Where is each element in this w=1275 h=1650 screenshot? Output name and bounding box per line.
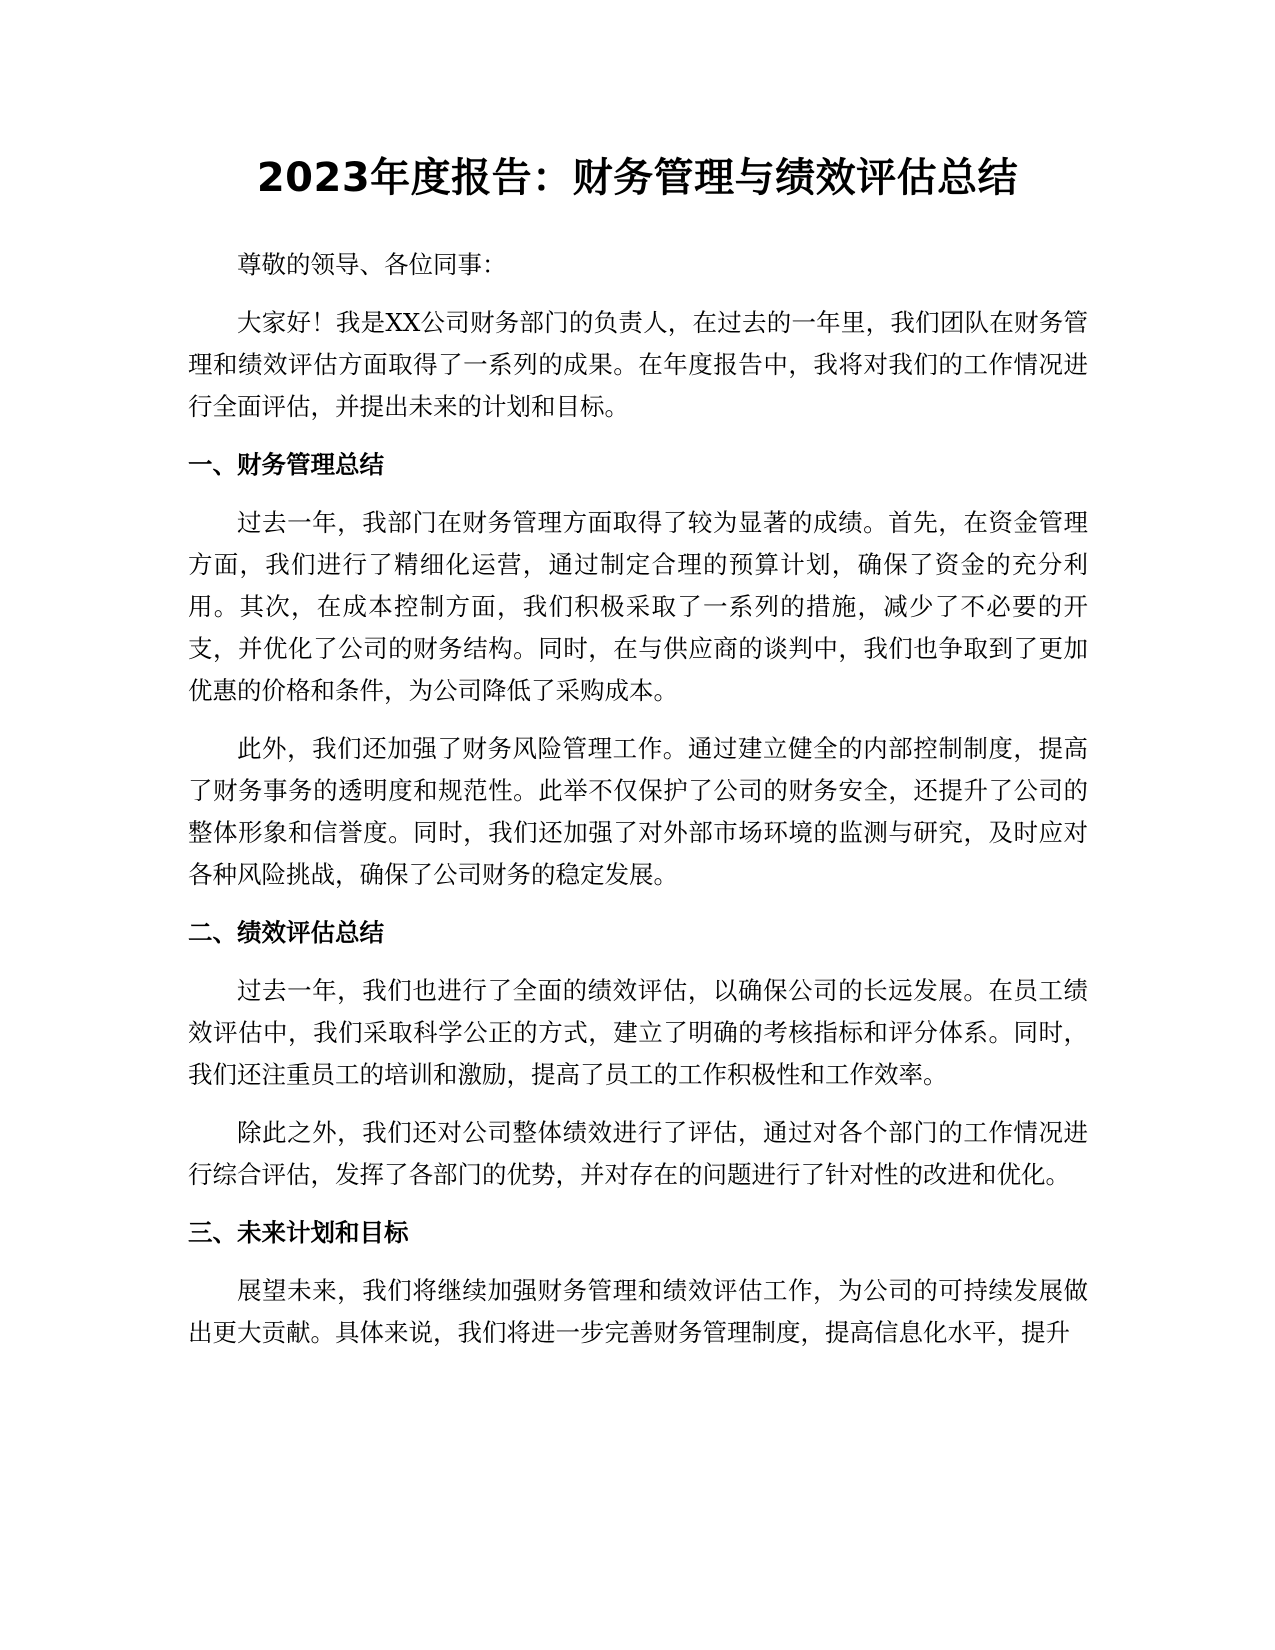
document-body [188, 244, 1088, 1370]
document-title: 2023年度报告：财务管理与绩效评估总结 [256, 155, 1019, 201]
paragraph: 过去一年，我部门在财务管理方面取得了较为显著的成绩。首先，在资金管理方面，我们进行了精细化运营，通过制定合理的预算计划，确保了资金的充分利用。其次，在成本控制方面，我们积极采取了一系列的措施，减少了不必要的开支，并优化了公司的财务结构。同时，在与供应商的谈判中，我们也争取到了更加优惠的价格和条件，为公司降低了采购成本。 [188, 508, 1088, 705]
section-heading-financial-management: 一、财务管理总结 [188, 450, 384, 479]
paragraph: 此外，我们还加强了财务风险管理工作。通过建立健全的内部控制制度，提高了财务事务的透明度和规范性。此举不仅保护了公司的财务安全，还提升了公司的整体形象和信誉度。同时，我们还加强了对外部市场环境的监测与研究，及时应对各种风险挑战，确保了公司财务的稳定发展。 [188, 734, 1088, 889]
salutation: 尊敬的领导、各位同事： [237, 250, 507, 279]
section-heading-future-plans: 三、未来计划和目标 [188, 1218, 409, 1247]
paragraph: 展望未来，我们将继续加强财务管理和绩效评估工作，为公司的可持续发展做出更大贡献。具体来说，我们将进一步完善财务管理制度，提高信息化水平，提升 [188, 1276, 1088, 1347]
intro-paragraph: 大家好！我是XX公司财务部门的负责人，在过去的一年里，我们团队在财务管理和绩效评估方面取得了一系列的成果。在年度报告中，我将对我们的工作情况进行全面评估，并提出未来的计划和目标。 [188, 308, 1088, 421]
paragraph: 过去一年，我们也进行了全面的绩效评估，以确保公司的长远发展。在员工绩效评估中，我们采取科学公正的方式，建立了明确的考核指标和评分体系。同时，我们还注重员工的培训和激励，提高了员工的工作积极性和工作效率。 [188, 976, 1088, 1089]
paragraph: 除此之外，我们还对公司整体绩效进行了评估，通过对各个部门的工作情况进行综合评估，发挥了各部门的优势，并对存在的问题进行了针对性的改进和优化。 [188, 1118, 1088, 1189]
section-heading-performance-evaluation: 二、绩效评估总结 [188, 918, 384, 947]
